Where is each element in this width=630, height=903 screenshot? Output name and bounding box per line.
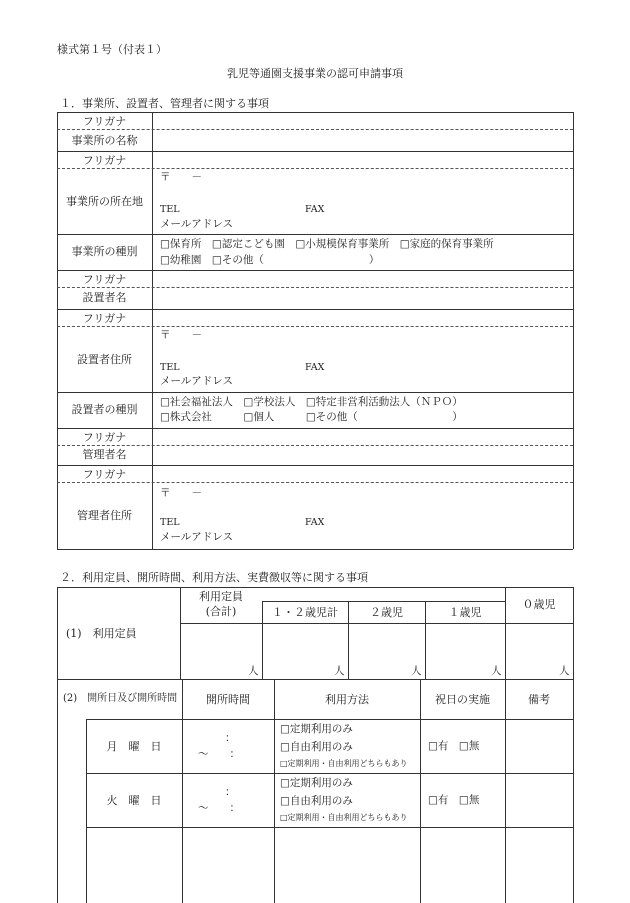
office-type-options-2[interactable]: □幼稚園 □その他（ ） [160, 254, 380, 266]
manager-address-label: 管理者住所 [77, 509, 132, 522]
age-1-label: １歳児 [448, 606, 482, 619]
manager-postal[interactable]: 〒 － [160, 487, 202, 499]
founder-address-label: 設置者住所 [77, 353, 132, 366]
tuesday-usage-regular[interactable]: □定期利用のみ [280, 777, 353, 789]
manager-name-label: 管理者名 [82, 448, 127, 461]
founder-name-label: 設置者名 [82, 291, 127, 304]
section1-heading: １．事業所、設置者、管理者に関する事項 [60, 97, 269, 110]
furigana-label: フリガナ [82, 431, 127, 444]
manager-email[interactable]: メールアドレス [160, 531, 233, 543]
tuesday-usage-both[interactable]: □定期利用・自由利用どちらもあり [280, 813, 408, 822]
furigana-label: フリガナ [82, 468, 127, 481]
tuesday-usage-free[interactable]: □自由利用のみ [280, 795, 353, 807]
remarks-header: 備考 [528, 693, 550, 706]
manager-tel[interactable]: TEL [160, 517, 180, 528]
furigana-label: フリガナ [82, 115, 127, 128]
office-postal[interactable]: 〒 － [160, 171, 202, 183]
office-tel[interactable]: TEL [160, 204, 180, 215]
unit-age-0: 人 [559, 665, 570, 677]
furigana-label: フリガナ [82, 312, 127, 325]
founder-postal[interactable]: 〒 － [160, 329, 202, 341]
founder-email[interactable]: メールアドレス [160, 375, 233, 387]
age-1-2-label: １・２歳児計 [272, 606, 338, 619]
manager-fax[interactable]: FAX [305, 517, 325, 528]
open-days-label: (2) 開所日及び開所時間 [63, 693, 178, 704]
tuesday-end-time[interactable]: ～ ： [198, 802, 240, 814]
office-fax[interactable]: FAX [305, 204, 325, 215]
monday-usage-both[interactable]: □定期利用・自由利用どちらもあり [280, 759, 408, 768]
day-label-monday: 月 曜 日 [106, 740, 162, 753]
founder-type-label: 設置者の種別 [71, 403, 138, 416]
monday-usage-free[interactable]: □自由利用のみ [280, 741, 353, 753]
form-number: 様式第１号（付表１） [57, 43, 167, 56]
monday-holiday-options[interactable]: □有 □無 [428, 740, 480, 752]
day-label-tuesday: 火 曜 日 [106, 794, 162, 807]
monday-start-time[interactable]: ： [225, 732, 236, 744]
furigana-label: フリガナ [82, 273, 127, 286]
capacity-label: (1) 利用定員 [66, 627, 137, 640]
holiday-header: 祝日の実施 [435, 693, 490, 706]
capacity-total-label: 利用定員 [199, 590, 243, 603]
office-type-options-1[interactable]: □保育所 □認定こども園 □小規模保育事業所 □家庭的保育事業所 [160, 238, 494, 250]
form-title: 乳児等通園支援事業の認可申請事項 [227, 67, 403, 80]
tuesday-holiday-options[interactable]: □有 □無 [428, 794, 480, 806]
office-address-label: 事業所の所在地 [66, 195, 143, 208]
capacity-total-sub: (合計) [205, 605, 237, 618]
monday-usage-regular[interactable]: □定期利用のみ [280, 723, 353, 735]
unit-age-2: 人 [411, 665, 422, 677]
founder-tel[interactable]: TEL [160, 362, 180, 373]
office-name-label: 事業所の名称 [71, 134, 138, 147]
age-2-label: ２歳児 [370, 606, 403, 619]
open-hours-header: 開所時間 [206, 693, 250, 706]
founder-type-options-2[interactable]: □株式会社 □個人 □その他（ ） [160, 411, 463, 423]
furigana-label: フリガナ [82, 154, 127, 167]
age-0-label: ０歳児 [522, 598, 556, 611]
unit-age-1: 人 [491, 665, 502, 677]
office-type-label: 事業所の種別 [71, 245, 138, 258]
section2-heading: ２．利用定員、開所時間、利用方法、実費徴収等に関する事項 [60, 571, 368, 584]
unit-age-1-2: 人 [334, 665, 345, 677]
unit-total: 人 [248, 665, 259, 677]
office-email[interactable]: メールアドレス [160, 218, 233, 230]
tuesday-start-time[interactable]: ： [225, 786, 236, 798]
founder-fax[interactable]: FAX [305, 362, 325, 373]
founder-type-options-1[interactable]: □社会福祉法人 □学校法人 □特定非営利活動法人（ＮＰＯ） [160, 396, 463, 408]
usage-method-header: 利用方法 [325, 693, 369, 706]
monday-end-time[interactable]: ～ ： [198, 748, 240, 760]
